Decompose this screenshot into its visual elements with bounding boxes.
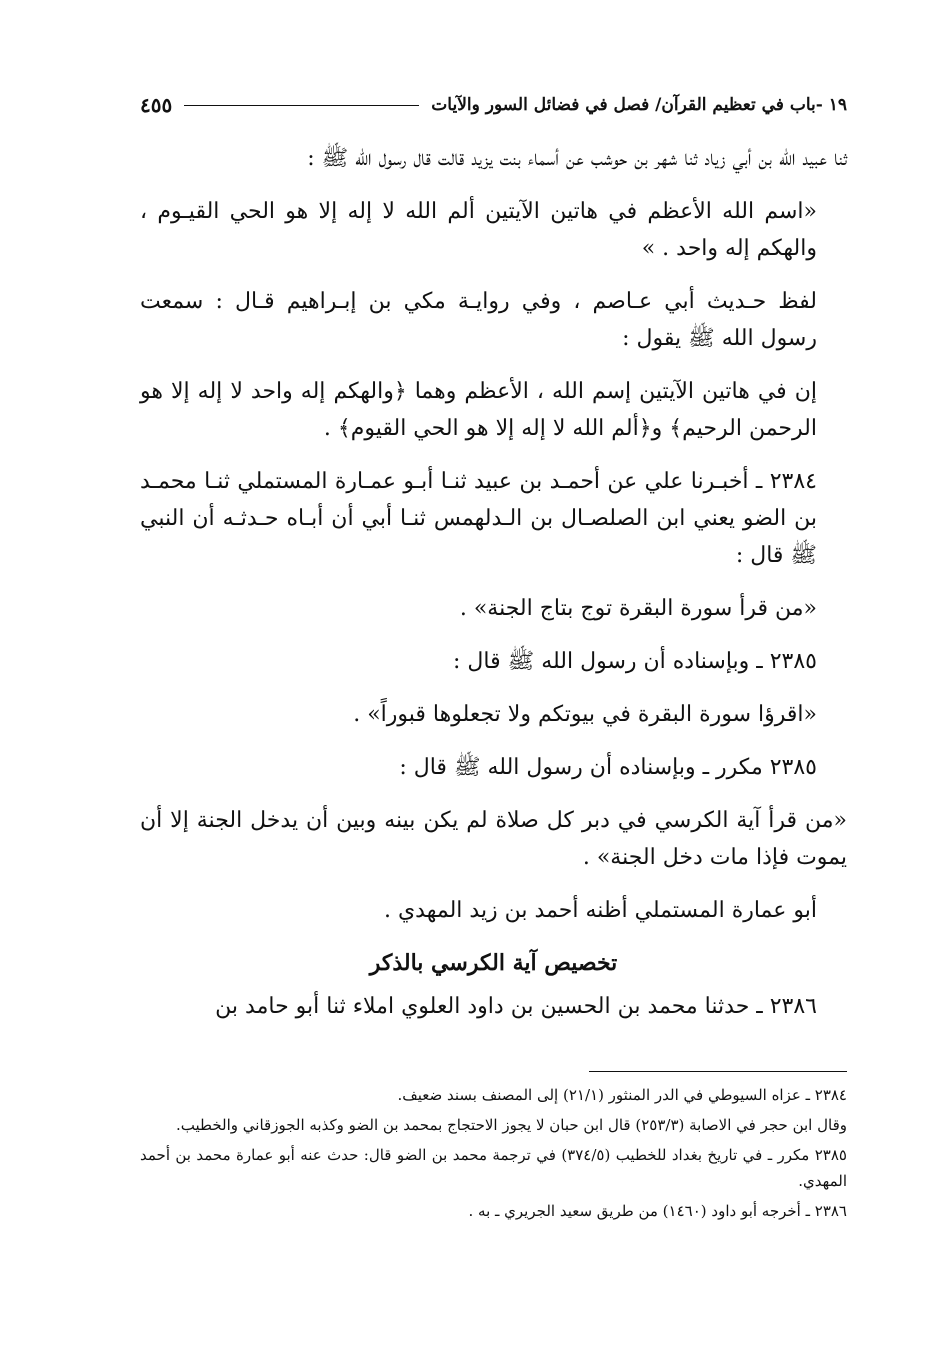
page-number: ٤٥٥ bbox=[140, 93, 173, 117]
paragraph-2: «اسم الله الأعظم في هاتين الآيتين ألم الله لا إله إلا هو الحي القيـوم ، والهكم إله واحد . » bbox=[140, 199, 817, 261]
paragraph-8: «اقرؤا سورة البقرة في بيوتكم ولا تجعلوها قبوراً» . bbox=[353, 702, 817, 727]
footnotes bbox=[140, 1082, 847, 1228]
footnote-2385: ٢٣٨٥ مكرر ـ في تاريخ بغداد للخطيب (٣٧٤/٥) في ترجمة محمد بن الضو قال: حدث عنه أبو عمارة محمد بن أحمد المهدي. bbox=[140, 1146, 847, 1190]
paragraph-9: ٢٣٨٥ مكرر ـ وبإسناده أن رسول الله ﷺ قال : bbox=[399, 755, 817, 780]
main-text bbox=[140, 140, 847, 1041]
paragraph-4: إن في هاتين الآيتين إسم الله ، الأعظم وهما ﴿والهكم إله واحد لا إله إلا هو الرحمن الرحيم﴾ و﴿ألم الله لا إله إلا هو الحي القيوم﴾ . bbox=[140, 379, 817, 441]
running-header bbox=[140, 88, 847, 122]
paragraph-11: أبو عمارة المستملي أظنه أحمد بن زيد المهدي . bbox=[383, 898, 817, 923]
section-heading: تخصيص آية الكرسي بالذكر bbox=[369, 950, 618, 976]
header-rule bbox=[184, 105, 419, 106]
footnote-2384: ٢٣٨٤ ـ عزاه السيوطي في الدر المنثور (٢١/١) إلى المصنف بسند ضعيف. bbox=[397, 1086, 847, 1104]
paragraph-7: ٢٣٨٥ ـ وبإسناده أن رسول الله ﷺ قال : bbox=[453, 649, 817, 674]
paragraph-6: «من قرأ سورة البقرة توج بتاج الجنة» . bbox=[459, 596, 817, 621]
footnote-2384-cont: وقال ابن حجر في الاصابة (٢٥٣/٣) قال ابن حبان لا يجوز الاحتجاج بمحمد بن الضو وكذبه الجوزقاني والخطيب. bbox=[176, 1116, 847, 1134]
header-title: ١٩ -باب في تعظيم القرآن/ فصل في فضائل السور والآيات bbox=[431, 95, 847, 115]
paragraph-10: «من قرأ آية الكرسي في دبر كل صلاة لم يكن بينه وبين أن يدخل الجنة إلا أن يموت فإذا مات دخل الجنة» . bbox=[140, 808, 847, 870]
footnote-2386: ٢٣٨٦ ـ أخرجه أبو داود (١٤٦٠) من طريق سعيد الجريري ـ به . bbox=[468, 1202, 847, 1220]
paragraph-5: ٢٣٨٤ ـ أخبـرنا علي عن أحمـد بن عبيد ثنـا أبـو عمـارة المستملي ثنـا محمـد بن الضو يعني ابن الصلصـال بن الـدلهمس ثنـا أبي أن أبـاه حـدثـه أن النبي ﷺ قال : bbox=[140, 469, 817, 568]
paragraph-3: لفظ حـديث أبي عـاصم ، وفي روايـة مكي بن إبـراهيم قـال : سمعت رسول الله ﷺ يقول : bbox=[140, 289, 817, 351]
paragraph-1: ثنا عبيد الله بن أبي زياد ثنا شهر بن حوشب عن أسماء بنت يزيد قالت قال رسول الله ﷺ : bbox=[307, 146, 847, 171]
footnote-separator bbox=[589, 1071, 847, 1072]
paragraph-12: ٢٣٨٦ ـ حدثنا محمد بن الحسين بن داود العلوي املاء ثنا أبو حامد بن bbox=[215, 994, 817, 1019]
